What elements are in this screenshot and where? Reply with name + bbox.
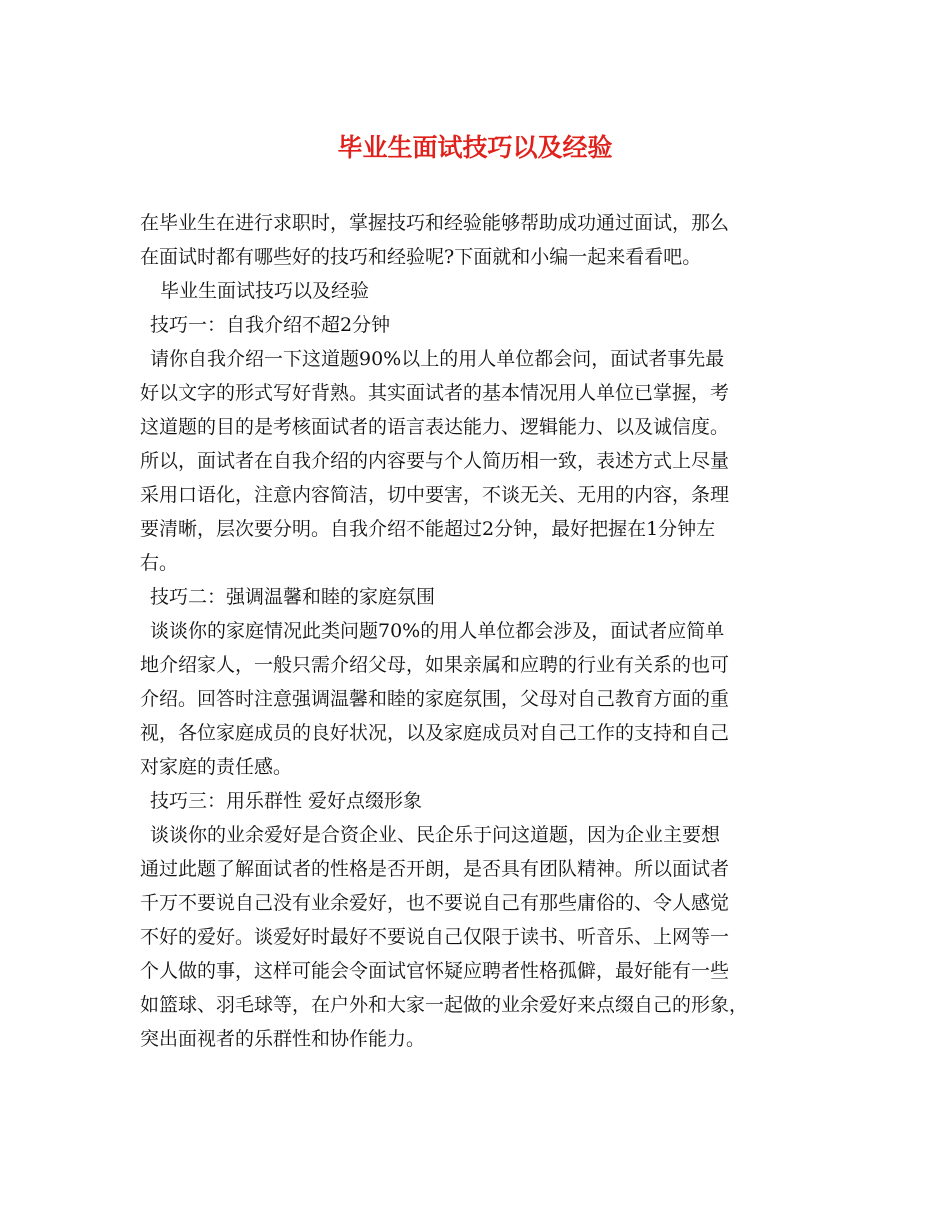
tip-three-line-3: 千万不要说自己没有业余爱好，也不要说自己有那些庸俗的、令人感觉 [140,892,730,914]
tip-three-line-1: 谈谈你的业余爱好是合资企业、民企乐于问这道题，因为企业主要想 [150,824,721,846]
intro-line-1: 在毕业生在进行求职时，掌握技巧和经验能够帮助成功通过面试，那么 [140,212,730,234]
tip-two-line-2: 地介绍家人，一般只需介绍父母，如果亲属和应聘的行业有关系的也可 [140,654,730,676]
document-title: 毕业生面试技巧以及经验 [337,133,613,162]
tip-two-line-1: 谈谈你的家庭情况此类问题70%的用人单位都会涉及，面试者应简单 [150,620,725,642]
tip-three-line-6: 如篮球、羽毛球等，在户外和大家一起做的业余爱好来点缀自己的形象， [140,994,749,1016]
tip-three-heading: 技巧三：用乐群性 爱好点缀形象 [150,790,423,812]
tip-two-heading: 技巧二：强调温馨和睦的家庭氛围 [150,586,436,608]
section-heading: 毕业生面试技巧以及经验 [160,280,370,302]
tip-two-line-5: 对家庭的责任感。 [140,756,293,778]
tip-two-line-3: 介绍。回答时注意强调温馨和睦的家庭氛围，父母对自己教育方面的重 [140,688,730,710]
tip-one-line-7: 右。 [140,552,179,574]
tip-one-line-5: 采用口语化，注意内容简洁，切中要害，不谈无关、无用的内容，条理 [140,484,730,506]
tip-one-line-4: 所以，面试者在自我介绍的内容要与个人简历相一致，表述方式上尽量 [140,450,730,472]
tip-two-line-4: 视，各位家庭成员的良好状况，以及家庭成员对自己工作的支持和自己 [140,722,730,744]
tip-three-line-7: 突出面视者的乐群性和协作能力。 [140,1028,426,1050]
tip-three-line-2: 通过此题了解面试者的性格是否开朗，是否具有团队精神。所以面试者 [140,858,730,880]
tip-three-line-5: 个人做的事，这样可能会令面试官怀疑应聘者性格孤僻，最好能有一些 [140,960,730,982]
tip-one-line-6: 要清晰，层次要分明。自我介绍不能超过2分钟，最好把握在1分钟左 [140,518,716,540]
tip-one-line-1: 请你自我介绍一下这道题90%以上的用人单位都会问，面试者事先最 [150,348,725,370]
tip-one-line-2: 好以文字的形式写好背熟。其实面试者的基本情况用人单位已掌握，考 [140,382,730,404]
tip-one-heading: 技巧一：自我介绍不超2分钟 [150,314,391,336]
intro-line-2: 在面试时都有哪些好的技巧和经验呢?下面就和小编一起来看看吧。 [140,246,702,268]
tip-one-line-3: 这道题的目的是考核面试者的语言表达能力、逻辑能力、以及诚信度。 [140,416,730,438]
tip-three-line-4: 不好的爱好。谈爱好时最好不要说自己仅限于读书、听音乐、上网等一 [140,926,730,948]
document-body [140,206,820,1056]
